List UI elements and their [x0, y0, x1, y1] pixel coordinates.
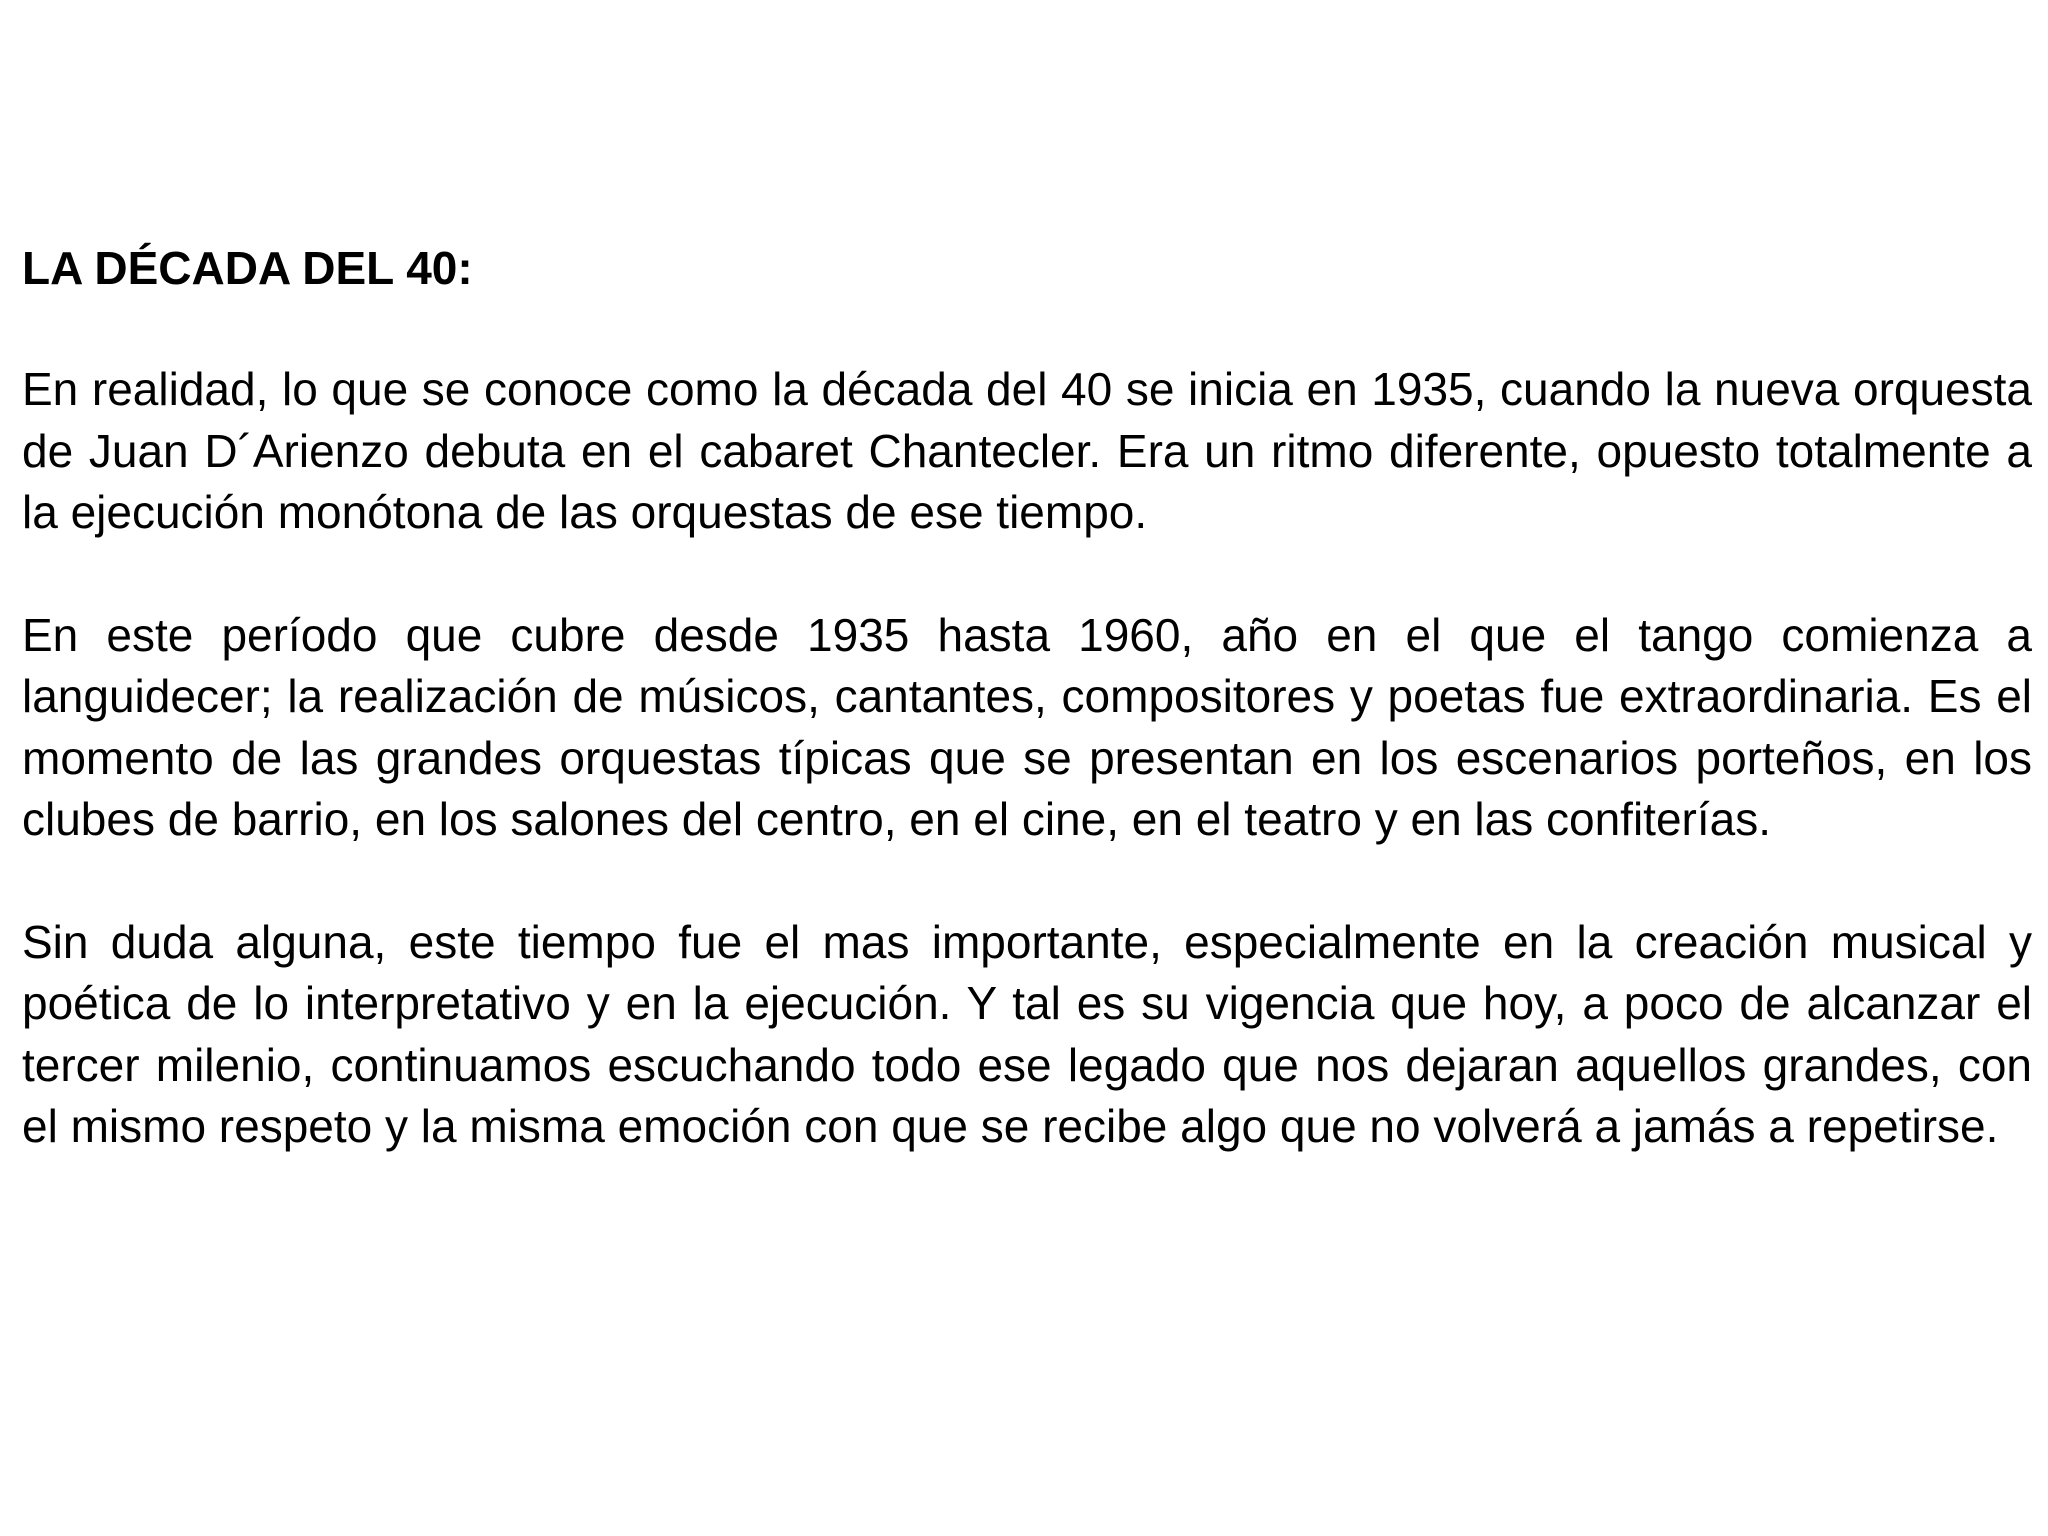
paragraph-1: En realidad, lo que se conoce como la década del 40 se inicia en 1935, cuando la nueva orquesta de Juan D´Arienzo debuta en el cabaret Chantecler. Era un ritmo diferente, opuesto totalmente a la ejecución monótona de las orquestas de ese tiempo.	[22, 363, 2032, 538]
document-title: LA DÉCADA DEL 40:	[22, 242, 473, 294]
paragraph-3: Sin duda alguna, este tiempo fue el mas importante, especialmente en la creación musical y poética de lo interpretativo y en la ejecución. Y tal es su vigencia que hoy, a poco de alcanzar el tercer milenio, continuamos escuchando todo ese legado que nos dejaran aquellos grandes, con el mismo respeto y la misma emoción con que se recibe algo que no volverá a jamás a repetirse.	[22, 915, 2032, 1152]
paragraph-2: En este período que cubre desde 1935 hasta 1960, año en el que el tango comienza a languidecer; la realización de músicos, cantantes, compositores y poetas fue extraordinaria. Es el momento de las grandes orquestas típicas que se presentan en los escenarios porteños, en los clubes de barrio, en los salones del centro, en el cine, en el teatro y en las confiterías.	[22, 608, 2032, 845]
document-page	[22, 238, 2032, 1158]
